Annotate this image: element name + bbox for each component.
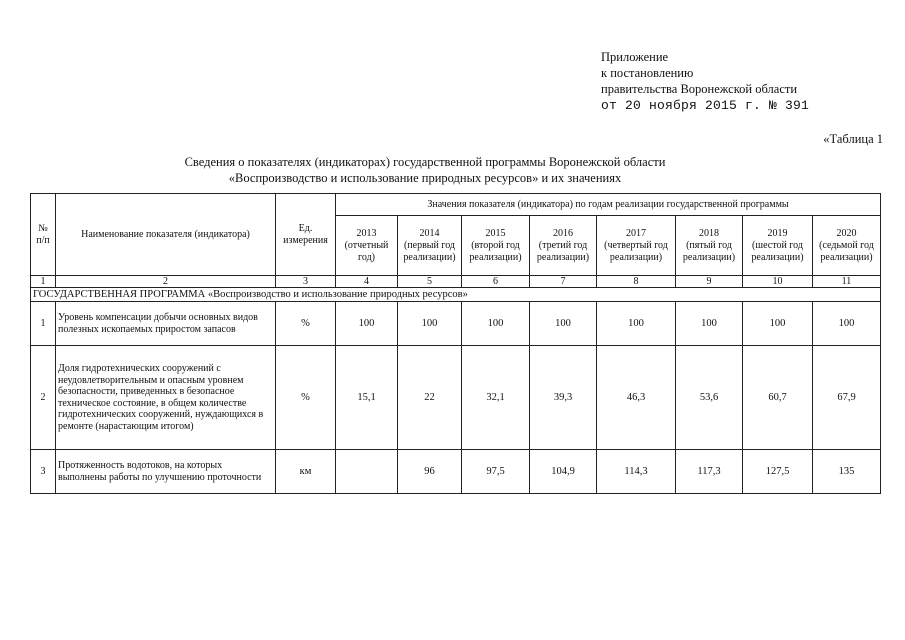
appendix-date: от 20 ноября 2015 г. № 391 bbox=[601, 98, 810, 113]
row-value: 104,9 bbox=[530, 450, 597, 494]
column-number: 5 bbox=[398, 276, 462, 288]
header-values-group: Значения показателя (индикатора) по годам реализации государственной программы bbox=[336, 194, 881, 216]
row-value: 100 bbox=[813, 302, 881, 346]
row-value: 135 bbox=[813, 450, 881, 494]
row-name: Доля гидротехнических сооружений с неудовлетворительным и опасным уровнем безопасности, приведенных в безопасное техническое состояние, в общем количестве гидротехнических сооружений, нуждающихся в ремонте (нарастающим итогом) bbox=[56, 346, 276, 450]
row-value: 100 bbox=[597, 302, 676, 346]
row-value: 15,1 bbox=[336, 346, 398, 450]
document-title-line-1: Сведения о показателях (индикаторах) государственной программы Воронежской области bbox=[184, 155, 666, 169]
row-unit: км bbox=[276, 450, 336, 494]
header-year-2014: 2014 (первый год реализации) bbox=[398, 216, 462, 276]
column-number: 11 bbox=[813, 276, 881, 288]
column-number: 10 bbox=[743, 276, 813, 288]
row-value: 100 bbox=[462, 302, 530, 346]
column-number: 3 bbox=[276, 276, 336, 288]
row-value: 100 bbox=[676, 302, 743, 346]
row-value: 100 bbox=[743, 302, 813, 346]
row-value: 22 bbox=[398, 346, 462, 450]
document-title-line-2: «Воспроизводство и использование природных ресурсов» и их значениях bbox=[228, 171, 622, 185]
row-num: 3 bbox=[31, 450, 56, 494]
column-numbers-row bbox=[31, 276, 881, 288]
header-row-1 bbox=[31, 194, 881, 216]
column-number: 2 bbox=[56, 276, 276, 288]
header-year-2020: 2020 (седьмой год реализации) bbox=[813, 216, 881, 276]
header-year-2017: 2017 (четвертый год реализации) bbox=[597, 216, 676, 276]
row-num: 2 bbox=[31, 346, 56, 450]
indicators-table bbox=[30, 193, 881, 494]
appendix-line-1: Приложение bbox=[601, 50, 669, 64]
header-name: Наименование показателя (индикатора) bbox=[56, 194, 276, 276]
table-row bbox=[31, 302, 881, 346]
appendix-line-2: к постановлению bbox=[601, 66, 694, 80]
column-number: 7 bbox=[530, 276, 597, 288]
row-value: 127,5 bbox=[743, 450, 813, 494]
header-unit: Ед. измерения bbox=[276, 194, 336, 276]
table-row bbox=[31, 450, 881, 494]
column-number: 6 bbox=[462, 276, 530, 288]
header-year-2015: 2015 (второй год реализации) bbox=[462, 216, 530, 276]
row-value: 67,9 bbox=[813, 346, 881, 450]
row-value: 100 bbox=[336, 302, 398, 346]
row-value: 60,7 bbox=[743, 346, 813, 450]
row-value: 53,6 bbox=[676, 346, 743, 450]
row-value: 100 bbox=[530, 302, 597, 346]
header-year-2016: 2016 (третий год реализации) bbox=[530, 216, 597, 276]
row-unit: % bbox=[276, 302, 336, 346]
row-value: 39,3 bbox=[530, 346, 597, 450]
row-value: 46,3 bbox=[597, 346, 676, 450]
row-value: 32,1 bbox=[462, 346, 530, 450]
column-number: 4 bbox=[336, 276, 398, 288]
row-value: 96 bbox=[398, 450, 462, 494]
header-year-2019: 2019 (шестой год реализации) bbox=[743, 216, 813, 276]
column-number: 8 bbox=[597, 276, 676, 288]
header-year-2013: 2013 (отчетный год) bbox=[336, 216, 398, 276]
row-name: Уровень компенсации добычи основных видов полезных ископаемых приростом запасов bbox=[56, 302, 276, 346]
row-value: 114,3 bbox=[597, 450, 676, 494]
appendix-block bbox=[601, 49, 809, 114]
program-title: ГОСУДАРСТВЕННАЯ ПРОГРАММА «Воспроизводство и использование природных ресурсов» bbox=[31, 288, 881, 302]
table-row bbox=[31, 346, 881, 450]
row-value bbox=[336, 450, 398, 494]
row-unit: % bbox=[276, 346, 336, 450]
column-number: 9 bbox=[676, 276, 743, 288]
row-value: 117,3 bbox=[676, 450, 743, 494]
header-num: № п/п bbox=[31, 194, 56, 276]
row-value: 97,5 bbox=[462, 450, 530, 494]
row-name: Протяженность водотоков, на которых выполнены работы по улучшению проточности bbox=[56, 450, 276, 494]
table-reference: «Таблица 1 bbox=[823, 132, 883, 146]
row-num: 1 bbox=[31, 302, 56, 346]
row-value: 100 bbox=[398, 302, 462, 346]
program-row bbox=[31, 288, 881, 302]
appendix-line-3: правительства Воронежской области bbox=[601, 82, 798, 96]
column-number: 1 bbox=[31, 276, 56, 288]
header-year-2018: 2018 (пятый год реализации) bbox=[676, 216, 743, 276]
